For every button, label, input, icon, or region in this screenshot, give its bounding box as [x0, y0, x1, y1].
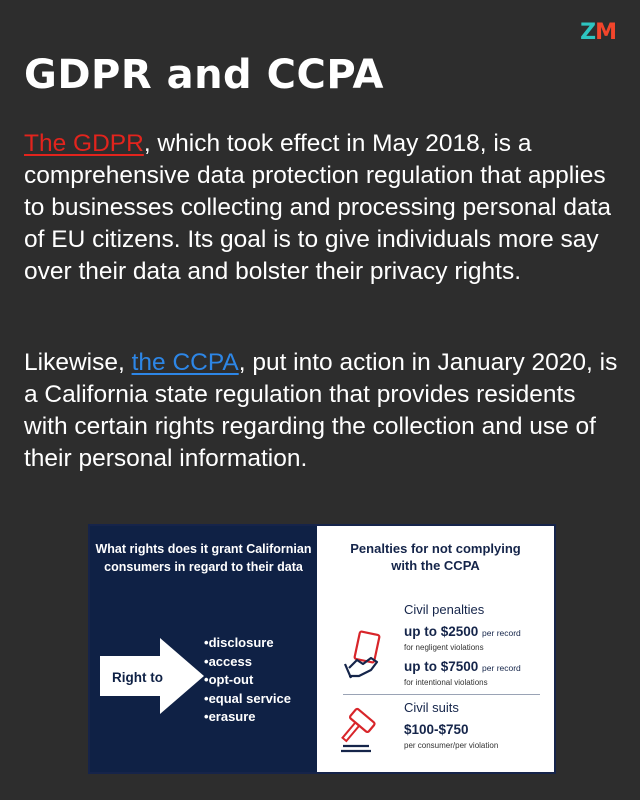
- civil-suits-note: per consumer/per violation: [404, 741, 499, 750]
- rights-list: [204, 634, 291, 727]
- civil-penalties-label: Civil penalties: [404, 602, 485, 617]
- penalty-note-intentional: for intentional violations: [404, 678, 488, 687]
- penalty-unit-negligent: per record: [482, 628, 521, 638]
- page-title: GDPR and CCPA: [24, 52, 384, 98]
- gdpr-paragraph-text: , which took effect in May 2018, is a comprehensive data protection regulation that applies to businesses collecting and processing personal data of EU citizens. Its goal is to give individuals more say over their data and bolster their privacy rights.: [24, 130, 612, 285]
- civil-suits-label: Civil suits: [404, 700, 459, 715]
- gdpr-paragraph: [24, 128, 624, 288]
- civil-suits-amount: $100-$750: [404, 722, 469, 737]
- ccpa-infographic: [88, 524, 556, 774]
- ccpa-paragraph: [24, 347, 624, 475]
- penalty-amount-intentional-value: up to $7500: [404, 659, 479, 674]
- right-item-access: • access: [204, 653, 291, 672]
- rights-question: What rights does it grant Californian consumers in regard to their data: [95, 542, 312, 574]
- penalty-note-negligent: for negligent violations: [404, 643, 484, 652]
- penalties-title: Penalties for not complying with the CCPA: [350, 541, 521, 573]
- ccpa-paragraph-prefix: Likewise,: [24, 349, 132, 376]
- penalty-amount-intentional: [404, 659, 521, 674]
- penalties-panel: [317, 526, 554, 772]
- penalty-unit-intentional: per record: [482, 663, 521, 673]
- ccpa-link[interactable]: the CCPA: [131, 349, 239, 376]
- rights-panel: [90, 526, 317, 772]
- right-item-erasure: • erasure: [204, 708, 291, 727]
- gdpr-link[interactable]: The GDPR: [24, 130, 144, 157]
- gavel-icon: [339, 706, 389, 754]
- right-to-label: Right to: [112, 670, 163, 685]
- logo-z: Z: [580, 20, 596, 45]
- brand-logo: [580, 20, 616, 45]
- right-item-opt-out: • opt-out: [204, 671, 291, 690]
- ccpa-paragraph-text: , put into action in January 2020, is a California state regulation that provides residents with certain rights regarding the collection and use of their personal information.: [24, 349, 618, 472]
- right-item-disclosure: • disclosure: [204, 634, 291, 653]
- document-hand-icon: [343, 630, 391, 682]
- logo-m: M: [595, 20, 616, 45]
- penalties-divider: [343, 694, 540, 695]
- right-item-equal-service: • equal service: [204, 690, 291, 709]
- penalty-amount-negligent-value: up to $2500: [404, 624, 479, 639]
- penalty-amount-negligent: [404, 624, 521, 639]
